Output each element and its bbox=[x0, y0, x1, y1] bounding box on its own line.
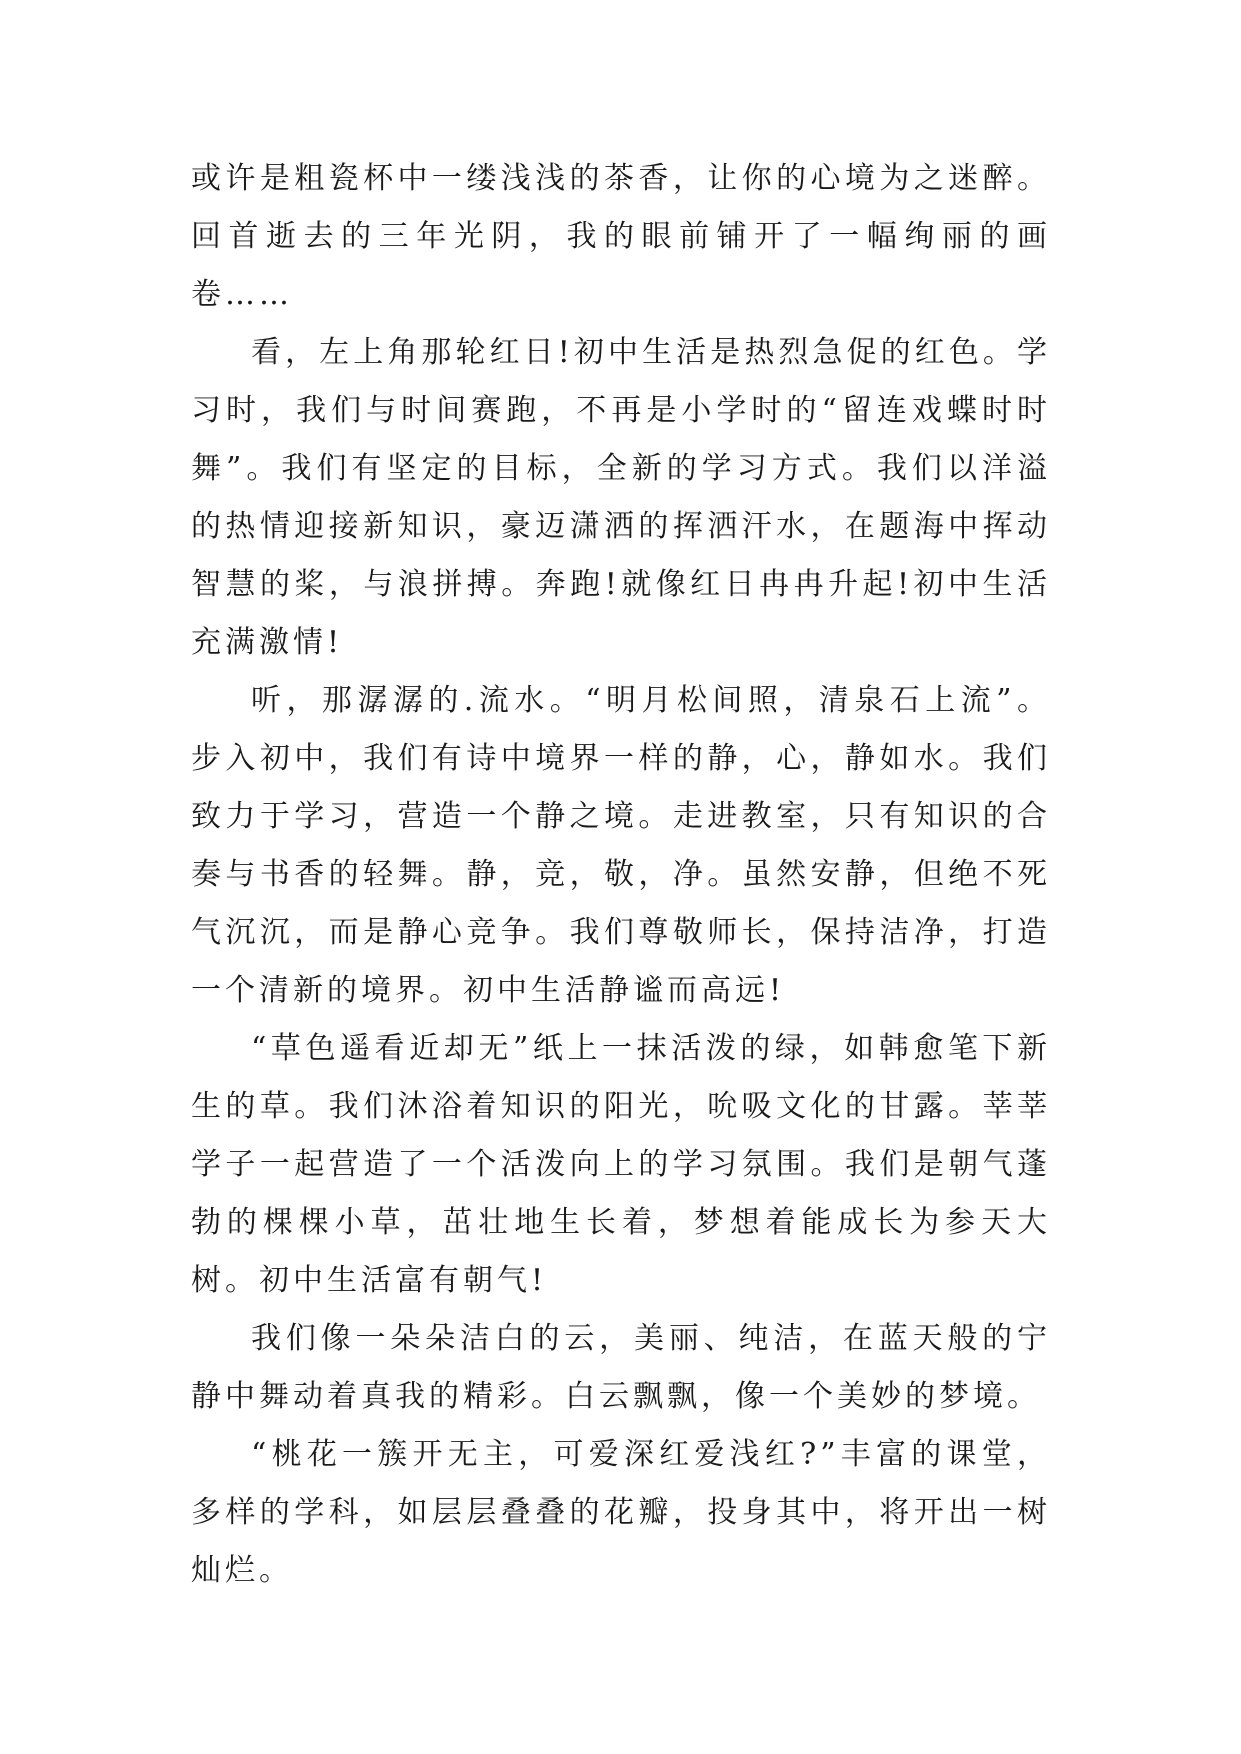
paragraph-5: 我们像一朵朵洁白的云，美丽、纯洁，在蓝天般的宁静中舞动着真我的精彩。白云飘飘，像一个美妙的梦境。 bbox=[191, 1321, 1051, 1414]
paragraph-1: 或许是粗瓷杯中一缕浅浅的茶香，让你的心境为之迷醉。回首逝去的三年光阴，我的眼前铺开了一幅绚丽的画卷…… bbox=[191, 161, 1051, 312]
paragraph-4: “草色遥看近却无”纸上一抹活泼的绿，如韩愈笔下新生的草。我们沐浴着知识的阳光，吮吸文化的甘露。莘莘学子一起营造了一个活泼向上的学习氛围。我们是朝气蓬勃的棵棵小草，茁壮地生长着，梦想着能成长为参天大树。初中生活富有朝气! bbox=[191, 1031, 1051, 1298]
paragraph-3: 听，那潺潺的.流水。“明月松间照，清泉石上流”。步入初中，我们有诗中境界一样的静，心，静如水。我们致力于学习，营造一个静之境。走进教室，只有知识的合奏与书香的轻舞。静，竞，敬，净。虽然安静，但绝不死气沉沉，而是静心竞争。我们尊敬师长，保持洁净，打造一个清新的境界。初中生活静谧而高远! bbox=[191, 683, 1051, 1008]
paragraph-6: “桃花一簇开无主，可爱深红爱浅红?”丰富的课堂，多样的学科，如层层叠叠的花瓣，投身其中，将开出一树灿烂。 bbox=[191, 1437, 1051, 1588]
document-page bbox=[191, 150, 1051, 1600]
paragraph-2: 看，左上角那轮红日!初中生活是热烈急促的红色。学习时，我们与时间赛跑，不再是小学时的“留连戏蝶时时舞”。我们有坚定的目标，全新的学习方式。我们以洋溢的热情迎接新知识，豪迈潇洒的挥洒汗水，在题海中挥动智慧的桨，与浪拼搏。奔跑!就像红日冉冉升起!初中生活充满激情! bbox=[191, 335, 1051, 660]
